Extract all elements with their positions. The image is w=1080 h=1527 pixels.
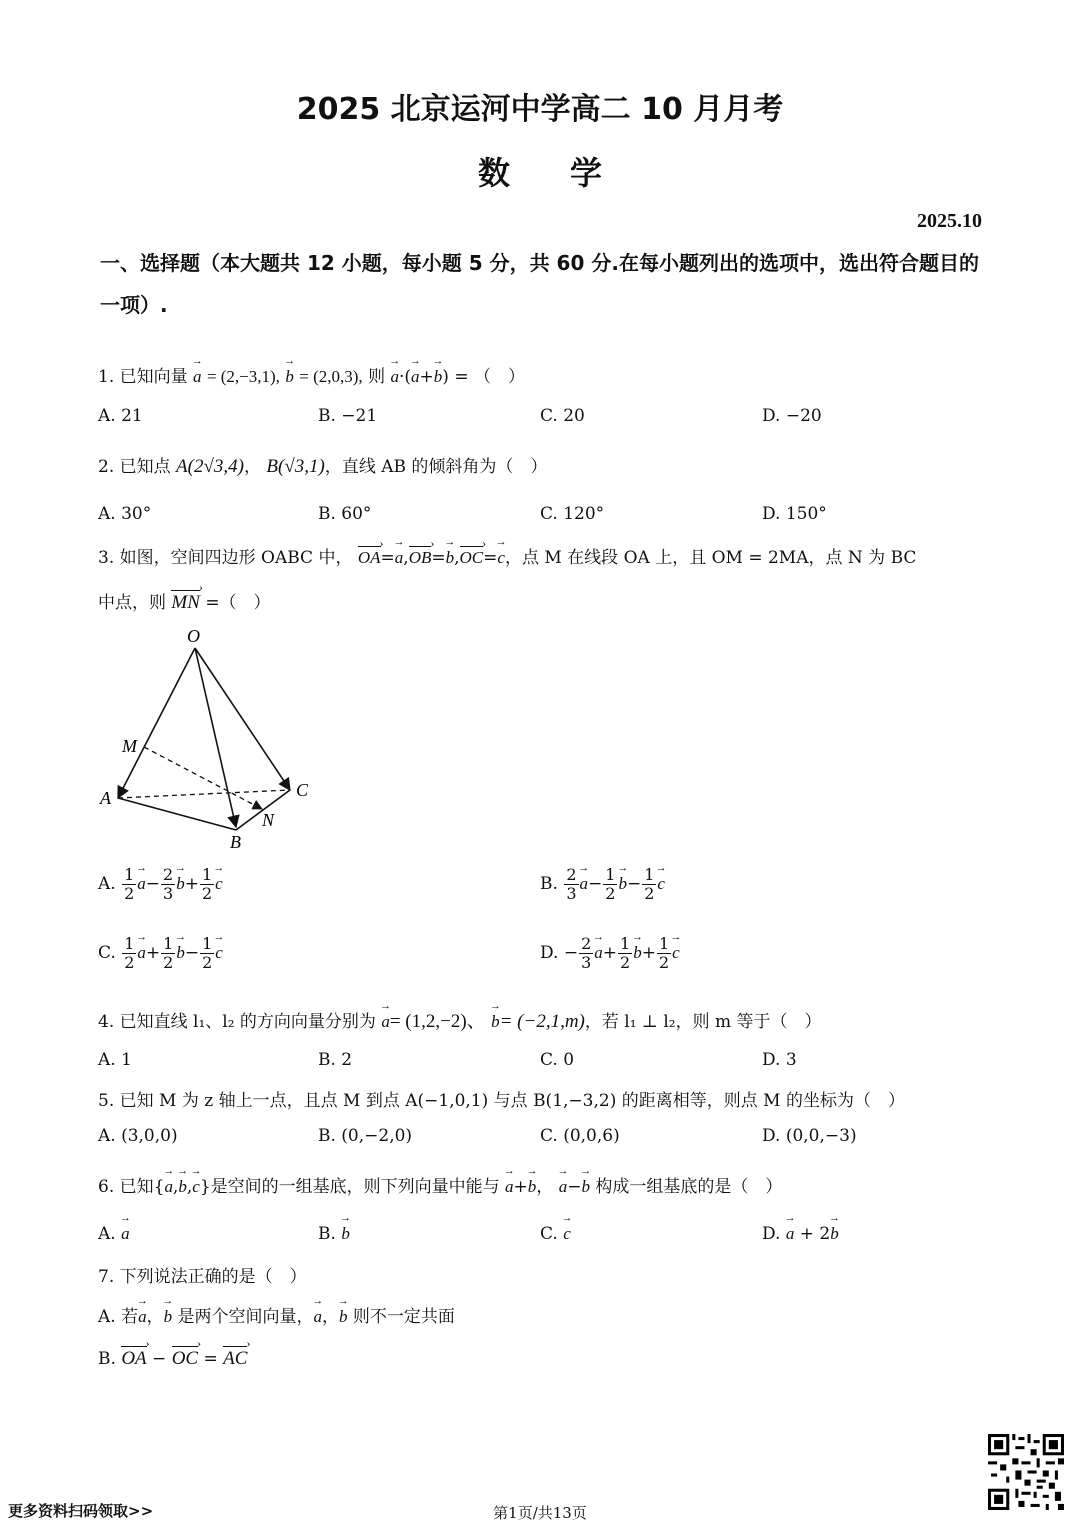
q7-a-prefix: A. 若 bbox=[98, 1307, 139, 1327]
question-5: 5. 已知 M 为 z 轴上一点，且点 M 到点 A(−1,0,1) 与点 B(1,−3,2) 的距离相等，则点 M 的坐标为（ ） bbox=[98, 1091, 905, 1111]
q7-eq: = bbox=[203, 1349, 218, 1369]
vec-a: → a bbox=[505, 1177, 514, 1197]
option-letter: A. bbox=[98, 874, 116, 894]
vec-b: → b bbox=[528, 1177, 537, 1197]
label-a: A bbox=[100, 788, 111, 808]
exam-date: 2025.10 bbox=[917, 210, 982, 232]
vec-b: → b bbox=[178, 1177, 187, 1197]
q1-a-value: = (2,−3,1), bbox=[206, 367, 280, 386]
q5-option-c[interactable]: C. (0,0,6) bbox=[540, 1126, 620, 1146]
vec-b: → b bbox=[581, 1177, 590, 1197]
q6-minus: − bbox=[567, 1177, 582, 1197]
tetrahedron-figure bbox=[90, 620, 350, 860]
fraction: $\frac{1}{2}$ bbox=[124, 865, 135, 903]
question-2 bbox=[98, 452, 547, 478]
vec-a: → a bbox=[559, 1177, 568, 1197]
q6-comma: ， bbox=[536, 1177, 554, 1197]
q7-option-a[interactable]: A. 若→ a，→ b 是两个空间向量，→ a，→ b 则不一定共面 bbox=[98, 1302, 455, 1327]
vec-mn: MN › bbox=[171, 590, 200, 614]
vec-ob: OB › bbox=[409, 546, 432, 568]
q6-prefix: 6. 已知{ bbox=[98, 1177, 165, 1197]
q4-b-value: = (−2,1,m) bbox=[499, 1011, 585, 1032]
vec-oc: OC › bbox=[172, 1346, 198, 1370]
q4-option-b[interactable]: B. 2 bbox=[318, 1050, 353, 1070]
q1-option-c[interactable]: C. 20 bbox=[540, 406, 585, 426]
q6-option-a[interactable]: A. → a bbox=[98, 1224, 130, 1244]
label-o: O bbox=[187, 626, 200, 646]
q3-option-a[interactable]: A. $\frac{1}{2}$ → a− $\frac{2}{3}$ → b+ $\frac{1}{2}$ → c bbox=[98, 866, 223, 903]
q1-prefix: 1. 已知向量 bbox=[98, 367, 188, 387]
q3-eq: = bbox=[380, 548, 395, 568]
label-n: N bbox=[262, 810, 275, 830]
q4-option-c[interactable]: C. 0 bbox=[540, 1050, 575, 1070]
q6-mid: 是空间的一组基底，则下列向量中能与 bbox=[210, 1177, 500, 1197]
q2-option-b[interactable]: B. 60° bbox=[318, 504, 372, 524]
q2-point-a: A(2√3,4) bbox=[176, 456, 244, 477]
q5-option-d[interactable]: D. (0,0,−3) bbox=[762, 1126, 857, 1146]
vec-oa: OA › bbox=[358, 546, 381, 568]
edge-ac-dashed bbox=[118, 790, 290, 798]
q1-expr: ·( bbox=[398, 367, 412, 387]
qr-code[interactable] bbox=[988, 1434, 1064, 1510]
option-letter: B. bbox=[98, 1349, 116, 1369]
edge-mn-dashed bbox=[144, 747, 262, 809]
q7-a-end: 则不一定共面 bbox=[352, 1307, 455, 1327]
q5-option-a[interactable]: A. (3,0,0) bbox=[98, 1126, 178, 1146]
fraction: $\frac{1}{2}$ bbox=[124, 934, 135, 972]
vec-b: → b bbox=[446, 548, 455, 568]
q6-option-d[interactable]: D. → a + 2→ b bbox=[762, 1224, 839, 1244]
q1-option-a[interactable]: A. 21 bbox=[98, 406, 143, 426]
vec-a: → a bbox=[395, 548, 404, 568]
vec-a: → a bbox=[164, 1177, 173, 1197]
section-heading: 一、选择题（本大题共 12 小题，每小题 5 分，共 60 分.在每小题列出的选项中，选出符合题目的一项）. bbox=[100, 251, 979, 317]
label-b: B bbox=[230, 832, 241, 852]
edge-oc bbox=[195, 648, 290, 790]
q1-close: ) = bbox=[442, 367, 469, 387]
fraction: $\frac{1}{2}$ bbox=[644, 865, 655, 903]
edge-ab bbox=[118, 798, 236, 830]
q1-option-d[interactable]: D. −20 bbox=[762, 406, 822, 426]
q4-prefix: 4. 已知直线 l₁、l₂ 的方向向量分别为 bbox=[98, 1012, 376, 1032]
question-7: 7. 下列说法正确的是（ ） bbox=[98, 1267, 307, 1287]
q3-eq: = bbox=[483, 548, 498, 568]
q6-basis-close: } bbox=[199, 1177, 211, 1197]
q1-plus: + bbox=[419, 367, 434, 387]
question-3-line-1: 3. 如图，空间四边形 OABC 中， OA ›=→ a,OB ›=→ b,OC ›=→ c，点 M 在线段 OA 上，且 OM = 2MA，点 N 为 BC bbox=[98, 543, 916, 568]
vec-oa: OA › bbox=[121, 1346, 146, 1370]
q2-option-c[interactable]: C. 120° bbox=[540, 504, 605, 524]
fraction: $\frac{2}{3}$ bbox=[163, 865, 174, 903]
exam-subject: 数学 bbox=[477, 154, 662, 192]
q5-option-b[interactable]: B. (0,−2,0) bbox=[318, 1126, 413, 1146]
label-m: M bbox=[122, 736, 137, 756]
question-4 bbox=[98, 1006, 822, 1033]
q4-option-d[interactable]: D. 3 bbox=[762, 1050, 797, 1070]
fraction: $\frac{2}{3}$ bbox=[581, 934, 592, 972]
option-letter: D. bbox=[540, 943, 559, 963]
q7-option-b[interactable] bbox=[98, 1346, 247, 1370]
q6-option-c[interactable]: C. → c bbox=[540, 1224, 571, 1244]
question-3-line-2 bbox=[98, 588, 271, 614]
q3-option-d[interactable]: D. − $\frac{2}{3}$ → a+ $\frac{1}{2}$ → b+ $\frac{1}{2}$ → c bbox=[540, 935, 680, 972]
label-c: C bbox=[296, 780, 309, 800]
page-number: 第1页/共13页 bbox=[493, 1504, 587, 1522]
q4-rest: ，若 l₁ ⊥ l₂，则 m 等于（ ） bbox=[584, 1012, 822, 1032]
option-letter: C. bbox=[98, 943, 116, 963]
edge-oa bbox=[118, 648, 195, 798]
q2-option-d[interactable]: D. 150° bbox=[762, 504, 827, 524]
vec-c: → c bbox=[192, 1177, 200, 1197]
q6-rest: 构成一组基底的是（ ） bbox=[595, 1177, 783, 1197]
fraction: $\frac{2}{3}$ bbox=[566, 865, 577, 903]
q4-a-value: = (1,2,−2)、 bbox=[389, 1011, 486, 1032]
q1-paren: （ ） bbox=[473, 367, 525, 387]
question-1 bbox=[98, 362, 525, 387]
option-letter: B. bbox=[540, 874, 558, 894]
fraction: $\frac{1}{2}$ bbox=[201, 865, 213, 903]
q1-then: 则 bbox=[368, 367, 386, 387]
fraction: $\frac{1}{2}$ bbox=[163, 934, 174, 972]
vec-a: → a bbox=[390, 367, 399, 387]
q3-eq: = bbox=[431, 548, 446, 568]
footer-promo-link[interactable]: 更多资料扫码领取>> bbox=[8, 1502, 154, 1520]
question-6: 6. 已知{→ a,→ b,→ c}是空间的一组基底，则下列向量中能与 → a+→ b， → a−→ b 构成一组基底的是（ ） bbox=[98, 1172, 782, 1197]
q2-rest: ，直线 AB 的倾斜角为（ ） bbox=[324, 457, 548, 477]
vec-a: → a bbox=[411, 367, 420, 387]
fraction: $\frac{1}{2}$ bbox=[605, 865, 616, 903]
exam-title: 2025 北京运河中学高二 10 月月考 bbox=[296, 92, 784, 127]
q6-plus: + bbox=[513, 1177, 528, 1197]
vec-ac: AC › bbox=[223, 1346, 247, 1370]
fraction: $\frac{1}{2}$ bbox=[658, 934, 670, 972]
vec-a: → a bbox=[193, 367, 202, 387]
q3-text-b: ，点 M 在线段 OA 上，且 OM = 2MA，点 N 为 BC bbox=[504, 548, 917, 568]
q3-option-c[interactable]: C. $\frac{1}{2}$ → a+ $\frac{1}{2}$ → b− $\frac{1}{2}$ → c bbox=[98, 935, 223, 972]
q2-comma: ， bbox=[243, 457, 261, 477]
q3-text-a: 3. 如图，空间四边形 OABC 中， bbox=[98, 548, 353, 568]
q1-option-b[interactable]: B. −21 bbox=[318, 406, 378, 426]
q6-option-b[interactable]: B. → b bbox=[318, 1224, 350, 1244]
q4-option-a[interactable]: A. 1 bbox=[98, 1050, 132, 1070]
q1-b-value: = (2,0,3), bbox=[299, 367, 363, 386]
fraction: $\frac{1}{2}$ bbox=[620, 934, 631, 972]
q2-prefix: 2. 已知点 bbox=[98, 457, 171, 477]
q7-a-text: 是两个空间向量， bbox=[177, 1307, 314, 1327]
vec-b: → b bbox=[434, 367, 443, 387]
vec-b: → b bbox=[491, 1012, 500, 1032]
q3-option-b[interactable]: B. $\frac{2}{3}$ → a− $\frac{1}{2}$ → b− $\frac{1}{2}$ → c bbox=[540, 866, 665, 903]
q2-option-a[interactable]: A. 30° bbox=[98, 504, 152, 524]
q3-text-c: 中点，则 bbox=[98, 593, 166, 613]
q3-text-d: =（ ） bbox=[205, 593, 271, 613]
vec-b: → b bbox=[285, 367, 294, 387]
q2-point-b: B(√3,1) bbox=[266, 456, 325, 477]
vec-a: → a bbox=[381, 1012, 390, 1032]
vec-oc: OC › bbox=[460, 546, 484, 568]
vec-c: → c bbox=[497, 548, 505, 568]
q7-minus: − bbox=[152, 1349, 167, 1369]
edge-ob bbox=[195, 648, 236, 827]
fraction: $\frac{1}{2}$ bbox=[202, 934, 213, 972]
